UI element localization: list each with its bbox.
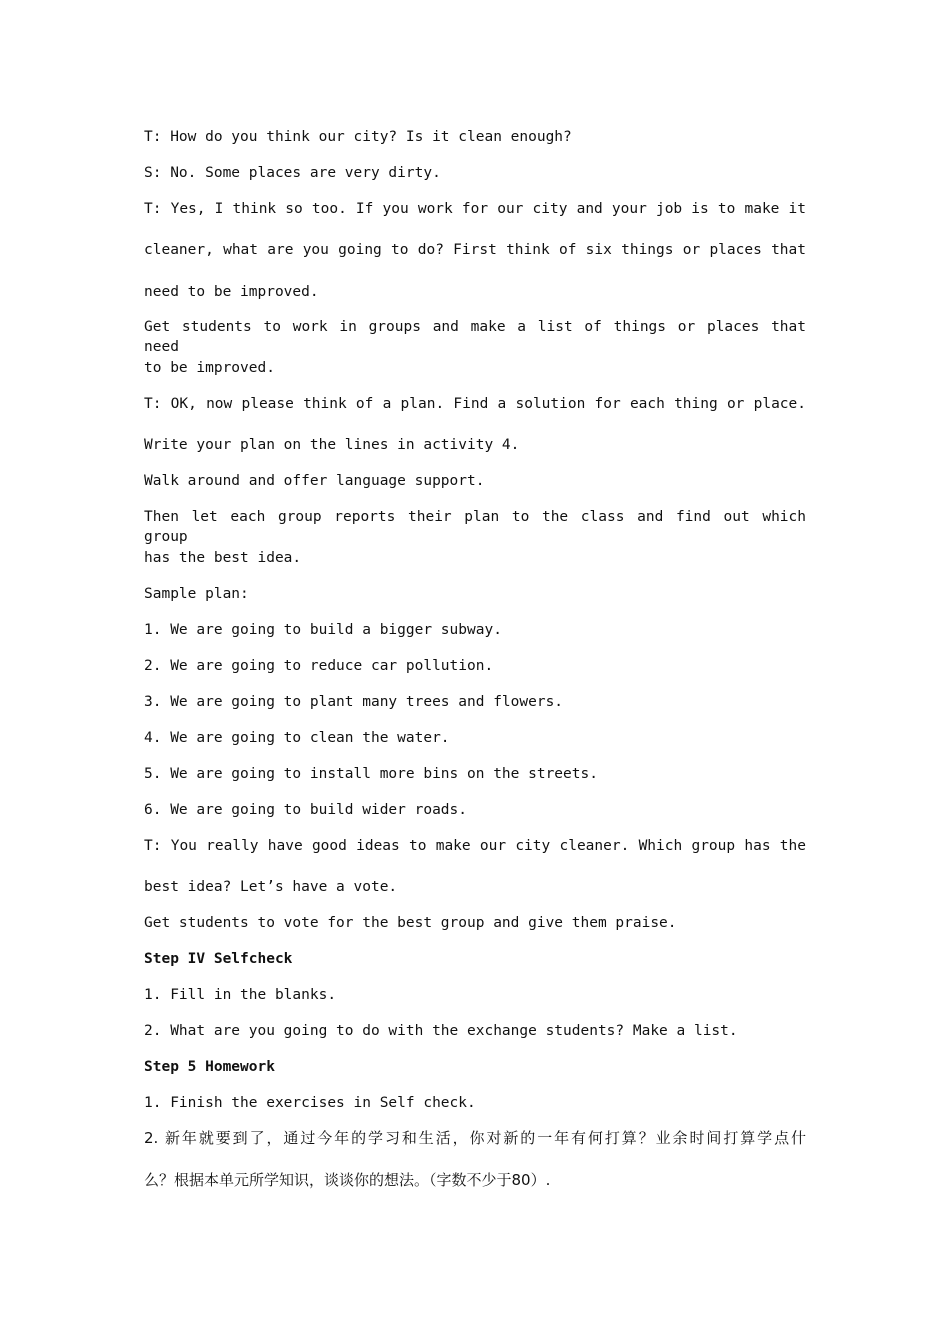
text-line: S: No. Some places are very dirty.: [144, 165, 441, 181]
text-line: Get students to vote for the best group and give them praise.: [144, 915, 677, 931]
list-item: 2. What are you going to do with the exchange students? Make a list.: [144, 1023, 738, 1039]
list-item: 4. We are going to clean the water.: [144, 730, 450, 746]
text-line: Get students to work in groups and make a list of things or places that need: [144, 319, 806, 355]
section-heading: Step IV Selfcheck: [144, 951, 293, 967]
text-line: 么？根据本单元所学知识，谈谈你的想法。（字数不少于80）.: [144, 1171, 551, 1189]
list-item: 5. We are going to install more bins on the streets.: [144, 766, 598, 782]
list-item: 1. Finish the exercises in Self check.: [144, 1095, 476, 1111]
text-line: Then let each group reports their plan to the class and find out which group: [144, 509, 806, 545]
list-item: 1. Fill in the blanks.: [144, 987, 337, 1003]
text-line: T: Yes, I think so too. If you work for our city and your job is to make it: [144, 201, 806, 217]
text-line: to be improved.: [144, 360, 275, 376]
text-line: need to be improved.: [144, 284, 319, 300]
text-line: Walk around and offer language support.: [144, 473, 485, 489]
text-line: has the best idea.: [144, 550, 302, 566]
list-item: 2. 新年就要到了，通过今年的学习和生活，你对新的一年有何打算？业余时间打算学点什: [144, 1129, 806, 1147]
text-line: cleaner, what are you going to do? First think of six things or places that: [144, 242, 806, 258]
list-item: 3. We are going to plant many trees and flowers.: [144, 694, 564, 710]
list-item: 1. We are going to build a bigger subway.: [144, 622, 502, 638]
section-heading: Step 5 Homework: [144, 1059, 275, 1075]
text-line: T: How do you think our city? Is it clean enough?: [144, 129, 572, 145]
text-line: T: OK, now please think of a plan. Find a solution for each thing or place.: [144, 396, 806, 412]
list-item: 6. We are going to build wider roads.: [144, 802, 468, 818]
text-line: best idea? Let’s have a vote.: [144, 879, 398, 895]
text-line: Sample plan:: [144, 586, 249, 602]
text-line: T: You really have good ideas to make our city cleaner. Which group has the: [144, 838, 806, 854]
text-line: Write your plan on the lines in activity 4.: [144, 437, 520, 453]
list-item: 2. We are going to reduce car pollution.: [144, 658, 494, 674]
